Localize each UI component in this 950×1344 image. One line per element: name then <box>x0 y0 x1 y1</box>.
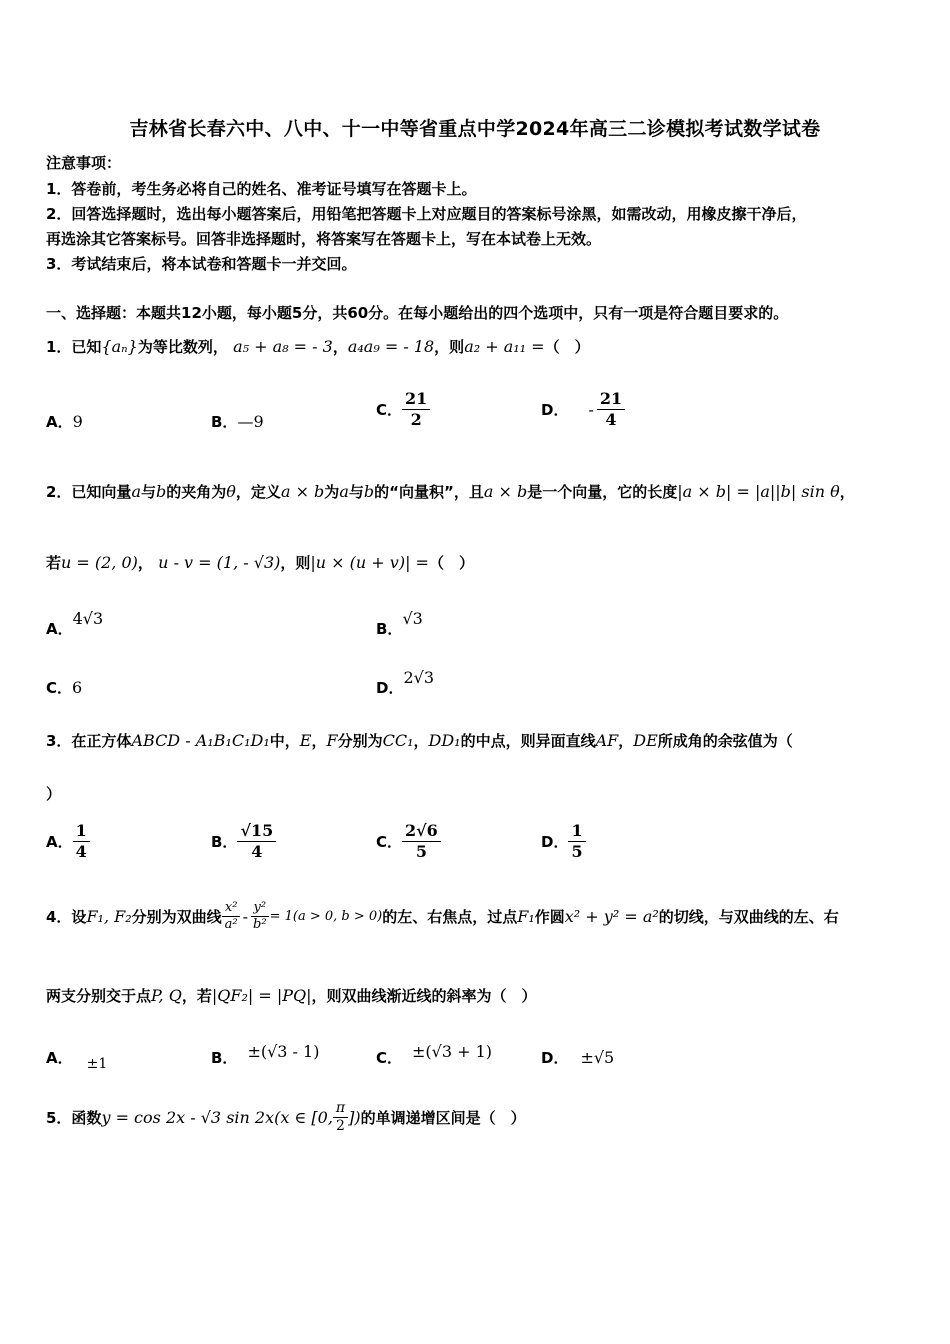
q4-text: 两支分别交于点 <box>46 987 152 1005</box>
option-sign: - <box>588 400 594 419</box>
option-label: C． <box>376 401 403 419</box>
q2-vec-b: b <box>363 482 375 501</box>
option-value: 9 <box>72 412 83 431</box>
notice-item: 1．答卷前，考生务必将自己的姓名、准考证号填写在答题卡上。 <box>46 180 477 198</box>
q3-text: 分别为 <box>337 732 383 750</box>
denominator: 4 <box>75 842 87 861</box>
q2-option-b[interactable] <box>376 608 423 638</box>
denominator: 4 <box>605 410 617 429</box>
q4-text: 4．设 <box>46 908 87 926</box>
q4-text: ，则双曲线渐近线的斜率为（ ） <box>311 987 537 1005</box>
fraction <box>73 821 90 862</box>
denominator: 2 <box>336 1118 345 1134</box>
q1-eq1: a₅ + a₈ = - 3 <box>233 337 333 356</box>
q5-text: 5．函数 <box>46 1109 102 1127</box>
numerator: 21 <box>597 389 625 410</box>
q4-circle: x² + y² = a² <box>564 907 659 926</box>
q2-length-formula: |a × b| = |a||b| sin θ <box>677 482 840 501</box>
q1-option-d[interactable] <box>541 389 625 430</box>
option-label: C． <box>376 1049 403 1067</box>
option-value: ±√5 <box>580 1048 615 1067</box>
q4-minus: - <box>242 907 249 926</box>
option-value: 4√3 <box>72 609 104 628</box>
option-value: √3 <box>402 609 423 628</box>
denominator: a² <box>224 917 238 932</box>
q2-text: 若 <box>46 554 62 572</box>
option-label: C． <box>376 833 403 851</box>
q3-option-d[interactable] <box>541 821 586 862</box>
q4-condition-eq: |QF₂| = |PQ| <box>211 986 312 1005</box>
q1-sequence: {aₙ} <box>101 337 138 356</box>
page-title: 吉林省长春六中、八中、十一中等省重点中学2024年高三二诊模拟考试数学试卷 <box>129 118 821 140</box>
q4-foci: F₁, F₂ <box>86 907 132 926</box>
numerator: √15 <box>237 821 276 842</box>
q2-u-minus-v: u - v = (1, - √3) <box>158 553 281 572</box>
q2-text: ，则 <box>280 554 311 572</box>
q3-text: 的中点，则异面直线 <box>460 732 596 750</box>
option-value: —9 <box>237 412 264 431</box>
q5-text: 的单调递增区间是（ ） <box>360 1109 526 1127</box>
q2-option-d[interactable] <box>376 667 435 697</box>
q2-theta: θ <box>226 482 236 501</box>
q3-text: ， <box>311 732 327 750</box>
q2-text: 的夹角为 <box>166 483 227 501</box>
notice-item: 再选涂其它答案标号。回答非选择题时，将答案写在答题卡上，写在本试卷上无效。 <box>46 230 602 248</box>
question-3-close: ） <box>46 785 62 803</box>
notice-heading: 注意事项： <box>46 154 122 172</box>
q2-option-a[interactable] <box>46 608 104 638</box>
q2-text: ， <box>137 554 153 572</box>
option-value: 6 <box>72 678 83 697</box>
q2-text: 与 <box>348 483 364 501</box>
option-label: B． <box>211 1049 238 1067</box>
option-label: D． <box>376 679 404 697</box>
q2-expression: |u × (u + v)| = <box>310 553 429 572</box>
q4-option-d[interactable] <box>541 1047 614 1068</box>
q4-option-c[interactable] <box>376 1042 493 1068</box>
fraction <box>222 900 241 933</box>
option-label: A． <box>46 413 73 431</box>
question-4-line-1 <box>46 900 839 933</box>
q1-paren: （ ） <box>544 338 590 356</box>
q3-text: ， <box>413 732 429 750</box>
q3-cube: ABCD - A₁B₁C₁D₁ <box>131 731 270 750</box>
option-label: B． <box>211 413 238 431</box>
q1-comma: ， <box>332 338 348 356</box>
q1-option-c[interactable] <box>376 389 430 430</box>
q4-option-a[interactable] <box>46 1047 108 1072</box>
q4-f1: F₁ <box>517 907 535 926</box>
question-5 <box>46 1100 526 1135</box>
q5-domain-start: (x ∈ [0, <box>274 1108 333 1127</box>
option-label: A． <box>46 833 73 851</box>
numerator: 1 <box>73 821 90 842</box>
q2-text: 与 <box>141 483 157 501</box>
fraction <box>597 389 625 430</box>
q4-condition: = 1(a > 0, b > 0) <box>269 909 383 924</box>
notice-item: 3．考试结束后，将本试卷和答题卡一并交回。 <box>46 255 357 273</box>
option-value: ±1 <box>86 1056 108 1072</box>
q3-text: ， <box>618 732 634 750</box>
q3-point-e: E <box>299 731 312 750</box>
q2-axb: a × b <box>483 482 528 501</box>
denominator: 5 <box>571 842 583 861</box>
option-label: B． <box>211 833 238 851</box>
q5-function: y = cos 2x - √3 sin 2x <box>101 1108 275 1127</box>
numerator: 2√6 <box>402 821 441 842</box>
question-3-line-1 <box>46 730 793 751</box>
q4-text: ，若 <box>181 987 212 1005</box>
q3-edge-dd1: DD₁ <box>428 731 461 750</box>
q3-text: 3．在正方体 <box>46 732 132 750</box>
fraction <box>250 900 270 933</box>
q4-text: 作圆 <box>534 908 565 926</box>
denominator: 5 <box>415 842 427 861</box>
q1-eq2: a₄a₉ = - 18 <box>347 337 435 356</box>
numerator: π <box>333 1100 348 1118</box>
q1-option-b[interactable] <box>211 411 264 432</box>
q4-text: 分别为双曲线 <box>131 908 222 926</box>
q4-text: 的切线，与双曲线的左、右 <box>658 908 839 926</box>
option-label: D． <box>541 833 569 851</box>
fraction <box>333 1100 348 1135</box>
q3-line-de: DE <box>633 731 658 750</box>
q2-vec-b: b <box>156 482 167 501</box>
option-label: A． <box>46 1049 73 1067</box>
notice-item: 2．回答选择题时，选出每小题答案后，用铅笔把答题卡上对应题目的答案标号涂黑，如需改动，用橡皮擦干净后， <box>46 205 807 223</box>
denominator: 4 <box>251 842 263 861</box>
question-2-line-2 <box>46 552 474 573</box>
q4-text: 的左、右焦点，过点 <box>382 908 518 926</box>
q2-vec-a: a <box>339 482 349 501</box>
q3-option-c[interactable] <box>376 821 441 862</box>
q4-option-b[interactable] <box>211 1042 320 1068</box>
q2-axb: a × b <box>280 482 325 501</box>
q1-text: ，则 <box>434 338 465 356</box>
question-1 <box>46 336 590 357</box>
denominator: b² <box>253 917 267 932</box>
q1-text: 为等比数列， <box>137 338 228 356</box>
q2-vec-a: a <box>131 482 141 501</box>
option-label: D． <box>541 1049 569 1067</box>
question-4-line-2 <box>46 985 537 1006</box>
q2-paren: （ ） <box>428 554 474 572</box>
numerator: x² <box>222 900 241 917</box>
q3-point-f: F <box>326 731 338 750</box>
option-value: ±(√3 - 1) <box>247 1042 320 1061</box>
q3-line-af: AF <box>595 731 619 750</box>
q1-prefix: 1．已知 <box>46 338 102 356</box>
option-label: C． <box>46 679 73 697</box>
q3-option-a[interactable] <box>46 821 90 862</box>
q2-text: 为 <box>324 483 340 501</box>
q2-u: u = (2, 0) <box>61 553 138 572</box>
q2-text: ，定义 <box>235 483 281 501</box>
q1-eq3: a₂ + a₁₁ = <box>464 337 545 356</box>
q3-edge-cc1: CC₁ <box>382 731 414 750</box>
fraction <box>402 389 430 430</box>
fraction <box>568 821 585 862</box>
q2-option-c[interactable] <box>46 677 82 698</box>
q1-option-a[interactable] <box>46 411 83 432</box>
numerator: y² <box>251 900 270 917</box>
q3-text: 所成角的余弦值为（ <box>657 732 793 750</box>
option-label: B． <box>376 620 403 638</box>
numerator: 21 <box>402 389 430 410</box>
option-value: 2√3 <box>403 668 435 687</box>
q3-option-b[interactable] <box>211 821 276 862</box>
option-value: ±(√3 + 1) <box>412 1042 493 1061</box>
denominator: 2 <box>410 410 422 429</box>
q2-text: 是一个向量，它的长度 <box>527 483 678 501</box>
q5-domain-end: ]) <box>348 1108 361 1127</box>
numerator: 1 <box>568 821 585 842</box>
q2-text: ， <box>839 483 855 501</box>
q4-points: P, Q <box>151 986 182 1005</box>
q2-text: 的“向量积”，且 <box>374 483 484 501</box>
question-2-line-1 <box>46 481 855 502</box>
q2-text: 2．已知向量 <box>46 483 132 501</box>
option-label: A． <box>46 620 73 638</box>
fraction <box>402 821 441 862</box>
option-label: D． <box>541 401 569 419</box>
q3-text: 中， <box>269 732 300 750</box>
fraction <box>237 821 276 862</box>
section-heading: 一、选择题：本题共12小题，每小题5分，共60分。在每小题给出的四个选项中，只有一项是符合题目要求的。 <box>46 304 789 322</box>
